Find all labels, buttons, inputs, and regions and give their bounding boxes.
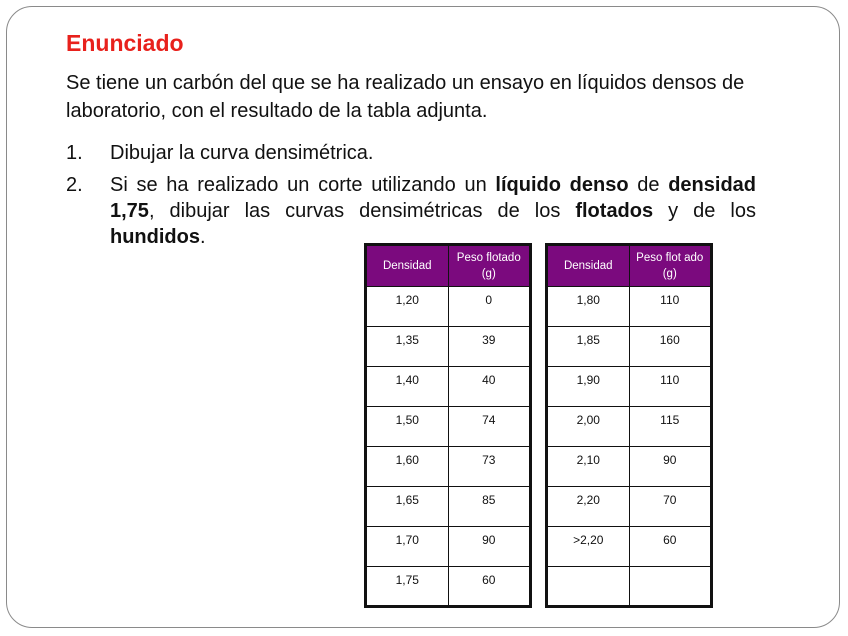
table-row xyxy=(547,287,712,327)
emphasis-text: densidad 1,75 xyxy=(110,174,756,222)
density-cell: 1,90 xyxy=(547,367,630,407)
column-header: Peso flot ado (g) xyxy=(629,245,712,287)
density-cell: 1,20 xyxy=(366,287,449,327)
table-row xyxy=(366,407,531,447)
density-cell: 1,40 xyxy=(366,367,449,407)
density-cell: 2,10 xyxy=(547,447,630,487)
density-cell: 1,70 xyxy=(366,527,449,567)
weight-cell: 70 xyxy=(629,487,712,527)
weight-cell: 74 xyxy=(448,407,531,447)
list-text-part: y de los xyxy=(653,200,756,222)
density-cell: 2,00 xyxy=(547,407,630,447)
density-cell: 1,75 xyxy=(366,567,449,607)
task-list xyxy=(66,140,756,256)
density-cell: 1,35 xyxy=(366,327,449,367)
table-row xyxy=(366,287,531,327)
column-header: Densidad xyxy=(366,245,449,287)
list-item-2 xyxy=(66,172,756,250)
density-cell: 2,20 xyxy=(547,487,630,527)
weight-cell: 60 xyxy=(448,567,531,607)
table-row xyxy=(547,327,712,367)
emphasis-text: hundidos xyxy=(110,226,200,248)
weight-cell xyxy=(629,567,712,607)
table-row xyxy=(366,327,531,367)
density-cell: 1,85 xyxy=(547,327,630,367)
list-text: Dibujar la curva densimétrica. xyxy=(110,142,374,164)
weight-cell: 60 xyxy=(629,527,712,567)
list-item-1 xyxy=(66,140,756,166)
list-text-part: , dibujar las curvas densimétricas de los xyxy=(148,200,576,222)
density-table-right xyxy=(545,243,713,608)
table-row xyxy=(547,567,712,607)
density-cell xyxy=(547,567,630,607)
table-row xyxy=(366,527,531,567)
table-row xyxy=(547,487,712,527)
table-row xyxy=(547,527,712,567)
weight-cell: 160 xyxy=(629,327,712,367)
slide-title: Enunciado xyxy=(66,30,184,56)
density-cell: 1,50 xyxy=(366,407,449,447)
weight-cell: 39 xyxy=(448,327,531,367)
list-text-part: de xyxy=(628,174,669,196)
weight-cell: 0 xyxy=(448,287,531,327)
intro-paragraph: Se tiene un carbón del que se ha realizado un ensayo en líquidos densos de laboratorio, con el resultado de la tabla adjunta. xyxy=(66,72,745,122)
weight-cell: 85 xyxy=(448,487,531,527)
density-cell: 1,60 xyxy=(366,447,449,487)
weight-cell: 115 xyxy=(629,407,712,447)
density-table-left xyxy=(364,243,532,608)
list-number: 1. xyxy=(66,142,83,164)
list-number: 2. xyxy=(66,174,83,196)
list-text-part: . xyxy=(199,226,206,248)
table-row xyxy=(366,367,531,407)
emphasis-text: flotados xyxy=(575,200,654,222)
weight-cell: 90 xyxy=(448,527,531,567)
table-row xyxy=(366,567,531,607)
list-text-part: Si se ha realizado un corte utilizando un xyxy=(110,174,496,196)
table-row xyxy=(366,487,531,527)
table-row xyxy=(547,447,712,487)
density-cell: 1,80 xyxy=(547,287,630,327)
column-header: Densidad xyxy=(547,245,630,287)
weight-cell: 110 xyxy=(629,367,712,407)
density-cell: >2,20 xyxy=(547,527,630,567)
weight-cell: 73 xyxy=(448,447,531,487)
emphasis-text: líquido denso xyxy=(495,174,629,196)
weight-cell: 110 xyxy=(629,287,712,327)
column-header: Peso flotado (g) xyxy=(448,245,531,287)
weight-cell: 40 xyxy=(448,367,531,407)
table-row xyxy=(547,367,712,407)
table-row xyxy=(366,447,531,487)
table-row xyxy=(547,407,712,447)
weight-cell: 90 xyxy=(629,447,712,487)
density-cell: 1,65 xyxy=(366,487,449,527)
